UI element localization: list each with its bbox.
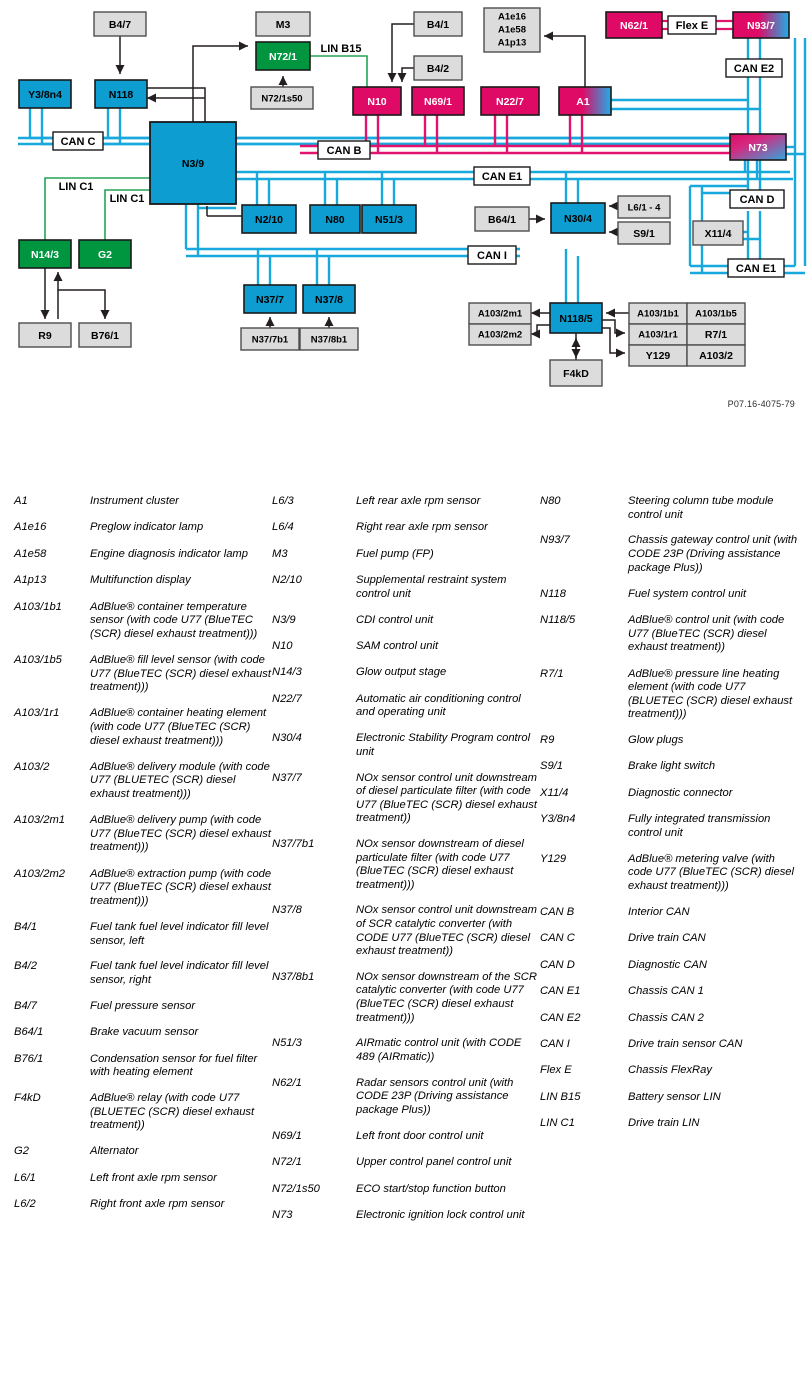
node-x11-4[interactable] (693, 221, 743, 245)
legend-row (272, 693, 540, 720)
svg-text:CAN C: CAN C (60, 135, 96, 148)
legend-description: AdBlue® relay (with code U77 (BLUETEC (SCR) diesel exhaust treatment)) (90, 1092, 255, 1132)
node-n72-1[interactable] (256, 42, 310, 70)
legend-code: N37/7b1 (272, 838, 315, 850)
svg-text:N72/1s50: N72/1s50 (261, 93, 303, 105)
legend-description: ECO start/stop function button (356, 1182, 506, 1195)
legend-code: CAN I (540, 1038, 570, 1050)
svg-text:A103/2m1: A103/2m1 (477, 308, 523, 320)
legend-code: A103/1r1 (14, 707, 60, 720)
svg-text:N22/7: N22/7 (495, 95, 525, 108)
legend-column-3 (540, 495, 802, 1377)
svg-text:CAN D: CAN D (739, 193, 775, 206)
svg-text:B76/1: B76/1 (90, 329, 120, 342)
legend-row (272, 1037, 540, 1064)
legend-row (14, 868, 272, 909)
legend-description: Glow output stage (356, 666, 447, 679)
node-n62-1[interactable] (606, 12, 662, 38)
legend-row (14, 761, 272, 802)
node-n118[interactable] (95, 80, 147, 108)
node-b64-1[interactable] (475, 207, 529, 231)
legend-description: Instrument cluster (90, 495, 179, 507)
buslabel-flex-e[interactable] (668, 16, 716, 34)
svg-text:CAN E1: CAN E1 (735, 262, 777, 275)
node-n118-5[interactable] (550, 303, 602, 333)
svg-text:N51/3: N51/3 (374, 213, 404, 226)
svg-text:A103/1b1: A103/1b1 (637, 308, 679, 320)
svg-text:N37/7b1: N37/7b1 (251, 334, 289, 346)
legend-row (540, 534, 802, 575)
legend-code: B64/1 (14, 1026, 44, 1039)
svg-text:N10: N10 (367, 95, 387, 108)
legend-code: LIN C1 (540, 1117, 575, 1130)
svg-text:B4/7: B4/7 (108, 18, 132, 31)
svg-text:N118/5: N118/5 (559, 312, 593, 325)
legend-description: Fuel tank fuel level indicator fill level sensor, right (90, 960, 269, 986)
legend-code: A103/2m1 (14, 814, 65, 827)
svg-text:A1: A1 (576, 95, 590, 108)
node-n37-8b1[interactable] (300, 328, 358, 350)
svg-text:A1e16: A1e16 (498, 11, 526, 23)
svg-text:Y3/8n4: Y3/8n4 (28, 88, 62, 101)
legend-row (272, 574, 540, 601)
node-b4-2[interactable] (414, 56, 462, 80)
legend-description: Right front axle rpm sensor (90, 1198, 225, 1211)
svg-text:Y129: Y129 (645, 349, 671, 362)
legend-row (14, 521, 272, 535)
buslabel-can-e2[interactable] (726, 59, 782, 77)
node-n22-7[interactable] (481, 87, 539, 115)
legend-code: F4kD (14, 1092, 41, 1104)
legend-description: AIRmatic control unit (with CODE 489 (AIRmatic)) (356, 1037, 522, 1063)
svg-text:CAN B: CAN B (326, 144, 362, 157)
legend-row (14, 1000, 272, 1014)
legend-code: B4/7 (14, 999, 38, 1012)
svg-text:S9/1: S9/1 (633, 227, 655, 240)
legend-row (14, 654, 272, 695)
svg-text:L6/1 - 4: L6/1 - 4 (627, 202, 661, 214)
lin-b15-line (310, 56, 367, 87)
legend-row (540, 1038, 802, 1052)
svg-text:CAN E1: CAN E1 (481, 170, 523, 183)
legend-description: Fuel pump (FP) (356, 547, 434, 560)
node-m3[interactable] (256, 12, 310, 36)
node-a103-2m1[interactable] (469, 303, 531, 324)
node-a103-2[interactable] (687, 345, 745, 366)
buslabel-can-e1-top[interactable] (474, 167, 530, 185)
legend-description: Fully integrated transmission control unit (628, 813, 771, 839)
legend-row (540, 932, 802, 946)
legend-row (272, 772, 540, 826)
svg-text:G2: G2 (97, 248, 113, 261)
legend-row (14, 1026, 272, 1040)
legend-description: Automatic air conditioning control and operating unit (356, 692, 521, 719)
legend-code: R9 (540, 734, 555, 746)
legend-description: Left front axle rpm sensor (90, 1171, 217, 1184)
legend-description: SAM control unit (356, 640, 439, 652)
node-n3-9[interactable] (150, 122, 236, 204)
buslabel-can-i[interactable] (468, 246, 516, 264)
legend-description: Diagnostic CAN (628, 958, 707, 971)
legend-description: Glow plugs (628, 734, 684, 746)
legend-code: Y3/8n4 (540, 813, 576, 826)
legend-code: N22/7 (272, 692, 302, 705)
legend-description: Chassis gateway control unit (with CODE 23P (Driving assistance package Plus)) (628, 534, 798, 574)
legend-row (272, 1077, 540, 1118)
legend-description: Fuel tank fuel level indicator fill level sensor, left (90, 921, 269, 947)
legend-row (540, 495, 802, 522)
svg-text:N73: N73 (748, 141, 768, 154)
legend-row (14, 601, 272, 642)
svg-text:N30/4: N30/4 (563, 212, 593, 225)
legend-row (14, 1092, 272, 1133)
legend-row (272, 666, 540, 680)
legend-row (272, 1209, 540, 1223)
node-l6-1-4[interactable] (618, 196, 670, 218)
legend-row (14, 814, 272, 855)
node-f4kd[interactable] (550, 360, 602, 386)
legend-row (272, 971, 540, 1025)
legend-description: NOx sensor downstream of the SCR catalytic converter (with code U77 (BlueTEC (SCR) diesel exhaust treatment))) (356, 970, 537, 1024)
node-r9[interactable] (19, 323, 71, 347)
legend-description: Right rear axle rpm sensor (356, 521, 488, 534)
legend-description: CDI control unit (356, 613, 434, 626)
svg-text:A1p13: A1p13 (497, 37, 527, 49)
legend-code: N118 (540, 587, 566, 600)
svg-text:N62/1: N62/1 (619, 19, 649, 32)
legend-code: N2/10 (272, 574, 302, 587)
legend-description: AdBlue® delivery module (with code U77 (BLUETEC (SCR) diesel exhaust treatment))) (90, 760, 270, 800)
legend-description: AdBlue® container temperature sensor (with code U77 (BlueTEC (SCR) diesel exhaust treatment))) (90, 600, 258, 640)
svg-text:N72/1: N72/1 (268, 50, 298, 63)
legend-code: B4/1 (14, 921, 38, 933)
legend-code: A103/1b1 (14, 600, 62, 613)
legend-row (540, 588, 802, 602)
legend-description: AdBlue® metering valve (with code U77 (BlueTEC (SCR) diesel exhaust treatment))) (628, 852, 795, 892)
svg-text:Flex E: Flex E (675, 19, 709, 32)
svg-text:A1e58: A1e58 (498, 24, 526, 36)
legend-code: N37/8b1 (272, 970, 315, 983)
legend-row (14, 574, 272, 588)
legend-row (272, 495, 540, 509)
svg-text:R9: R9 (38, 329, 52, 342)
legend-description: Interior CAN (628, 906, 690, 918)
svg-text:N93/7: N93/7 (746, 19, 776, 32)
legend-code: Y129 (540, 852, 567, 865)
legend-code: N10 (272, 640, 293, 652)
legend-code: N37/7 (272, 771, 302, 784)
legend-description: AdBlue® fill level sensor (with code U77 (BlueTEC (SCR) diesel exhaust treatment))) (90, 654, 271, 694)
buslabel-can-b[interactable] (318, 141, 370, 159)
legend-code: N80 (540, 495, 561, 507)
buslabel-can-e1-bottom[interactable] (728, 259, 784, 277)
svg-text:N3/9: N3/9 (181, 157, 205, 170)
legend-code: S9/1 (540, 760, 564, 773)
legend-row (272, 1183, 540, 1197)
legend-column-1 (14, 495, 272, 1377)
svg-text:A103/1b5: A103/1b5 (695, 308, 737, 320)
legend-code: Flex E (540, 1064, 572, 1077)
network-diagram (0, 0, 811, 440)
svg-text:R7/1: R7/1 (704, 328, 728, 341)
legend-code: N51/3 (272, 1037, 302, 1050)
legend-code: A103/2 (14, 760, 50, 773)
legend-description: Fuel system control unit (628, 587, 747, 600)
label-lin-c1-a: LIN C1 (58, 180, 94, 193)
node-n2-10[interactable] (242, 205, 296, 233)
legend-row (540, 614, 802, 655)
node-n10[interactable] (353, 87, 401, 115)
legend-description: NOx sensor control unit downstream of SCR catalytic converter (with CODE U77 (BlueTEC (SCR) diesel exhaust treatment)) (356, 904, 537, 958)
legend-row (14, 1053, 272, 1080)
legend-code: N37/8 (272, 904, 302, 917)
node-a103-1b5[interactable] (687, 303, 745, 324)
legend-description: Left rear axle rpm sensor (356, 495, 481, 507)
legend-code: A103/2m2 (14, 867, 65, 880)
svg-text:A103/2m2: A103/2m2 (477, 329, 523, 341)
svg-text:B4/1: B4/1 (426, 18, 450, 31)
legend-row (14, 707, 272, 748)
svg-text:N80: N80 (325, 213, 345, 226)
legend-description: AdBlue® extraction pump (with code U77 (BlueTEC (SCR) diesel exhaust treatment))) (90, 867, 272, 907)
legend-code: R7/1 (540, 667, 564, 680)
node-n73[interactable] (730, 134, 786, 160)
legend-description: Chassis CAN 2 (628, 1011, 704, 1024)
legend-code: CAN E1 (540, 985, 581, 998)
legend-row (540, 1012, 802, 1026)
node-a1[interactable] (559, 87, 611, 115)
node-n14-3[interactable] (19, 240, 71, 268)
legend-description: AdBlue® control unit (with code U77 (BlueTEC (SCR) diesel exhaust treatment)) (628, 614, 785, 654)
legend-description: AdBlue® container heating element (with code U77 (BlueTEC (SCR) diesel exhaust treatment))) (90, 707, 267, 747)
legend-code: CAN D (540, 958, 575, 971)
legend-code: L6/3 (272, 495, 294, 507)
legend-code: A1e58 (14, 547, 47, 560)
legend-description: Supplemental restraint system control unit (356, 574, 507, 600)
legend-code: M3 (272, 547, 288, 560)
svg-text:B64/1: B64/1 (487, 213, 517, 226)
label-lin-b15: LIN B15 (320, 42, 362, 55)
svg-text:N14/3: N14/3 (30, 248, 60, 261)
legend-description: Chassis FlexRay (628, 1064, 712, 1077)
legend (0, 495, 811, 1377)
node-a103-1b1[interactable] (629, 303, 687, 324)
svg-text:N69/1: N69/1 (423, 95, 453, 108)
node-n37-8[interactable] (303, 285, 355, 313)
legend-description: Upper control panel control unit (356, 1156, 512, 1169)
diagram-reference-code: P07.16-4075-79 (727, 399, 795, 409)
node-a103-1r1[interactable] (629, 324, 687, 345)
legend-description: NOx sensor control unit downstream of diesel particulate filter (with code U77 (BlueTEC (SCR) diesel exhaust treatment)) (356, 771, 537, 825)
legend-row (540, 906, 802, 920)
node-n37-7[interactable] (244, 285, 296, 313)
legend-description: Electronic Stability Program control unit (356, 732, 531, 758)
legend-code: A1p13 (14, 574, 47, 587)
legend-row (540, 853, 802, 894)
buslabel-can-d[interactable] (730, 190, 784, 208)
legend-description: Condensation sensor for fuel filter with heating element (90, 1052, 258, 1079)
svg-text:A103/2: A103/2 (699, 349, 733, 362)
legend-code: B4/2 (14, 960, 38, 973)
legend-description: Drive train sensor CAN (628, 1038, 743, 1050)
legend-description: Fuel pressure sensor (90, 999, 196, 1012)
legend-row (272, 1156, 540, 1170)
node-y3-8n4[interactable] (19, 80, 71, 108)
legend-code: N93/7 (540, 534, 570, 547)
legend-row (540, 985, 802, 999)
legend-code: N72/1s50 (272, 1182, 320, 1195)
legend-row (14, 960, 272, 987)
legend-row (14, 1198, 272, 1212)
legend-row (14, 495, 272, 509)
legend-column-2 (272, 495, 540, 1377)
legend-code: A103/1b5 (14, 654, 62, 666)
legend-description: Electronic ignition lock control unit (356, 1209, 525, 1222)
svg-text:N37/8: N37/8 (314, 293, 344, 306)
legend-description: Steering column tube module control unit (628, 495, 774, 521)
legend-code: N14/3 (272, 666, 302, 679)
buslabel-can-c[interactable] (53, 132, 103, 150)
svg-text:B4/2: B4/2 (426, 62, 450, 75)
legend-row (540, 787, 802, 801)
legend-row (272, 904, 540, 958)
node-n80[interactable] (310, 205, 360, 233)
svg-text:CAN E2: CAN E2 (733, 62, 775, 75)
svg-text:N118: N118 (108, 88, 134, 101)
node-b76-1[interactable] (79, 323, 131, 347)
legend-description: Preglow indicator lamp (90, 521, 204, 534)
node-n30-4[interactable] (551, 203, 605, 233)
node-n51-3[interactable] (362, 205, 416, 233)
node-n93-7[interactable] (733, 12, 789, 38)
legend-code: N30/4 (272, 732, 302, 745)
legend-code: N118/5 (540, 614, 576, 627)
legend-code: L6/4 (272, 521, 294, 534)
legend-row (14, 548, 272, 562)
legend-row (272, 614, 540, 628)
node-r7-1[interactable] (687, 324, 745, 345)
svg-text:CAN I: CAN I (477, 249, 507, 262)
legend-description: AdBlue® delivery pump (with code U77 (BlueTEC (SCR) diesel exhaust treatment))) (90, 814, 271, 854)
svg-text:F4kD: F4kD (563, 367, 589, 380)
legend-row (540, 760, 802, 774)
legend-row (540, 959, 802, 973)
legend-row (540, 813, 802, 840)
legend-row (14, 921, 272, 948)
legend-description: Chassis CAN 1 (628, 985, 704, 998)
svg-text:N2/10: N2/10 (254, 213, 284, 226)
legend-row (272, 1130, 540, 1144)
node-n72-1s50[interactable] (251, 87, 313, 109)
legend-code: N72/1 (272, 1156, 302, 1169)
node-a1-lamps[interactable] (484, 8, 540, 52)
legend-code: A1e16 (14, 521, 47, 534)
node-a103-2m2[interactable] (469, 324, 531, 345)
legend-row (272, 732, 540, 759)
node-s9-1[interactable] (618, 222, 670, 244)
legend-row (272, 548, 540, 562)
legend-description: Alternator (90, 1145, 139, 1158)
legend-row (272, 521, 540, 535)
legend-description: Brake vacuum sensor (90, 1026, 199, 1039)
legend-description: Engine diagnosis indicator lamp (90, 547, 248, 560)
svg-text:N37/8b1: N37/8b1 (310, 334, 348, 346)
node-y129[interactable] (629, 345, 687, 366)
bus-can-c-seg (18, 138, 748, 144)
legend-row (272, 640, 540, 654)
legend-code: G2 (14, 1145, 29, 1158)
legend-description: Multifunction display (90, 574, 191, 587)
legend-code: A1 (14, 495, 28, 507)
legend-description: Brake light switch (628, 760, 716, 773)
legend-code: CAN B (540, 906, 575, 918)
legend-row (540, 1064, 802, 1078)
svg-text:N37/7: N37/7 (255, 293, 285, 306)
legend-code: L6/2 (14, 1198, 36, 1211)
legend-description: Drive train LIN (628, 1117, 700, 1130)
label-lin-c1-b: LIN C1 (109, 192, 145, 205)
legend-row (272, 838, 540, 892)
legend-description: AdBlue® pressure line heating element (with code U77 (BLUETEC (SCR) diesel exhaust treatment))) (628, 667, 793, 721)
legend-row (540, 1091, 802, 1105)
legend-row (14, 1145, 272, 1159)
svg-text:M3: M3 (275, 18, 291, 31)
node-g2[interactable] (79, 240, 131, 268)
node-b4-7[interactable] (94, 12, 146, 36)
legend-description: NOx sensor downstream of diesel particulate filter (with code U77 (BlueTEC (SCR) diesel exhaust treatment))) (356, 838, 524, 891)
legend-description: Radar sensors control unit (with CODE 23P (Driving assistance package Plus)) (356, 1076, 514, 1116)
svg-text:X11/4: X11/4 (704, 227, 732, 240)
legend-description: Left front door control unit (356, 1130, 484, 1142)
legend-code: N69/1 (272, 1130, 302, 1142)
legend-code: LIN B15 (540, 1090, 581, 1103)
svg-text:A103/1r1: A103/1r1 (638, 329, 678, 341)
legend-code: L6/1 (14, 1171, 36, 1184)
legend-description: Battery sensor LIN (628, 1090, 721, 1103)
legend-row (540, 668, 802, 722)
node-n37-7b1[interactable] (241, 328, 299, 350)
legend-code: N73 (272, 1209, 293, 1222)
legend-row (14, 1172, 272, 1186)
node-n69-1[interactable] (412, 87, 464, 115)
legend-code: N3/9 (272, 613, 296, 626)
legend-row (540, 734, 802, 748)
legend-row (540, 1117, 802, 1131)
legend-code: B76/1 (14, 1052, 44, 1065)
legend-code: X11/4 (540, 786, 569, 799)
node-b4-1[interactable] (414, 12, 462, 36)
legend-code: CAN C (540, 932, 575, 945)
legend-code: CAN E2 (540, 1011, 581, 1024)
legend-description: Diagnostic connector (628, 786, 733, 799)
legend-code: N62/1 (272, 1076, 302, 1089)
legend-description: Drive train CAN (628, 932, 706, 945)
